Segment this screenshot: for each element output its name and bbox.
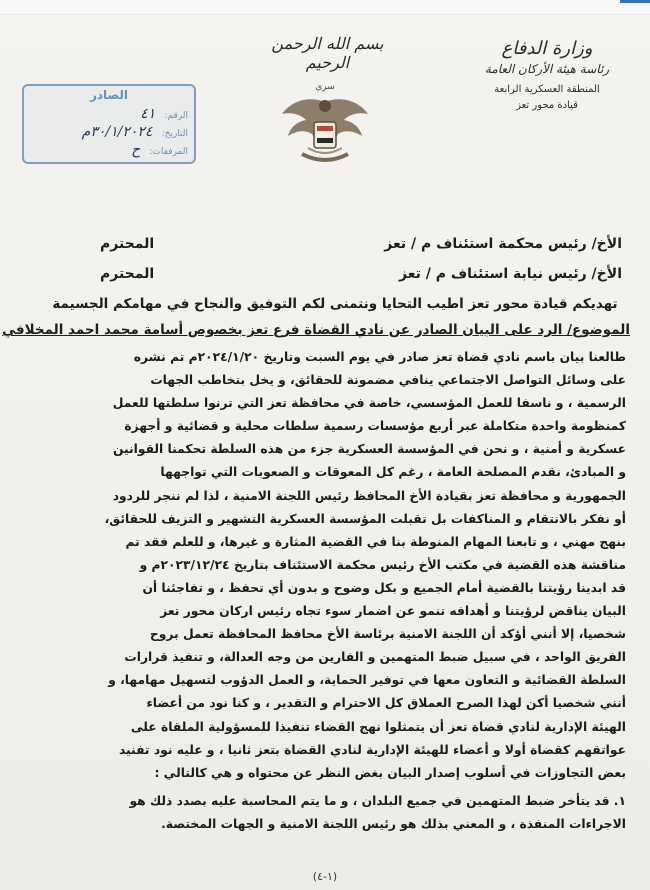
- numbered-point-line: الاجراءات المنفذة ، و المعني بذلك هو رئيس اللجنة الامنية و الجهات المختصة.: [161, 817, 626, 831]
- stamp-title: الصادر: [89, 88, 128, 102]
- body-line: شخصيا، إلا أنني أؤكد أن اللجنة الامنية برئاسة الأخ محافظ المحافظة تعمل بروح: [149, 627, 626, 642]
- issuing-authority-block: [468, 38, 626, 158]
- body-line: أو نفكر بالانتقام و المناكفات بل تقبلت المؤسسة العسكرية التشهير و التزيف للحقائق،: [104, 511, 626, 526]
- body-line: مناقشة هذه القضية في مكتب الأخ رئيس محكمة الاستئناف بتاريخ ٢٠٢٣/١٢/٢٤م و: [139, 557, 626, 572]
- viewer-top-bar: [0, 0, 650, 15]
- body-line: كمنظومة واحدة متكاملة عبر أربع مؤسسات رسمية سلطات محلية و قضائية و أجهزة: [124, 419, 626, 434]
- eagle-emblem-icon: [280, 92, 370, 174]
- letter-body: [38, 346, 626, 785]
- stamp-date-row: [30, 124, 188, 140]
- ministry-name: وزارة الدفاع: [501, 38, 593, 59]
- addressee-2: الأخ/ رئيس نيابة استئناف م / تعز: [399, 266, 622, 282]
- command-name: قيادة محور تعز: [516, 100, 578, 111]
- body-line: عواتقهم كقضاة أولا و أعضاء للهيئة الإدارية لنادي القضاة بتعز ثانيا ، و عليه نود تفنيد: [118, 742, 626, 757]
- body-line: الجمهورية و محافظة تعز بقيادة الأخ المحافظ رئيس اللجنة الامنية ، لذا لم ننجر للردود: [112, 488, 626, 503]
- body-line: عسكرية و أمنية ، و نحن في المؤسسة العسكرية جزء من هذه السلطة تحكمنا القوانين: [112, 442, 626, 457]
- body-line: قد ابدينا رؤيتنا بالقضية أمام الجميع و بكل وضوح و بدون أي تحفظ ، و تفاجئنا أن: [142, 580, 626, 595]
- body-line: الهيئة الإدارية لنادي قضاة تعز أن يتمثلوا نهج القضاء تنفيذا للمسؤولية الملقاة على: [130, 719, 626, 734]
- body-line: بنهج مهني ، و تابعنا المهام المنوطة بنا في القضية المثارة و غيرها، و للعلم فقد تم: [125, 534, 626, 549]
- body-line: طالعنا بيان باسم نادي قضاة تعز صادر في يوم السبت وتاريخ ٢٠٢٤/١/٢٠م تم نشره: [133, 350, 626, 364]
- basmala-calligraphy: بسم الله الرحمن الرحيم: [271, 34, 384, 72]
- body-line: الرسمية ، و ناسفا للعمل المؤسسي، خاصة في محافظة تعز التي ترنوا سلطتها للعمل: [112, 396, 626, 411]
- numbered-point-line: ١. قد يتأخر ضبط المتهمين في جميع البلدان ، و ما يتم المحاسبة عليه بصدد ذلك هو: [129, 794, 626, 808]
- page-number: (١-٤): [312, 870, 338, 883]
- stamp-attach-row: [30, 142, 188, 158]
- staff-name: رئاسة هيئة الأركان العامة: [484, 62, 610, 76]
- body-line: السلطة القضائية و التعاون معها في توفير الحماية، و العمل الدؤوب لتسهيل مهامها، و: [108, 673, 626, 688]
- stamp-attach-label: المرفقات:: [149, 147, 188, 157]
- subject-line: الموضوع/ الرد على البيان الصادر عن نادي القضاة فرع تعز بخصوص أسامة محمد احمد المخلافي: [2, 322, 630, 338]
- outgoing-stamp: [22, 84, 196, 164]
- stamp-ref-label: الرقم:: [164, 111, 188, 121]
- body-line: البيان يناقض لرؤيتنا و أهدافه تنمو عن اضمار سوء تجاه رئيس اركان محور تعز: [160, 604, 626, 619]
- stamp-date-value: ٣٠/١/٢٠٢٤م: [81, 124, 153, 140]
- addressee-2-title: المحترم: [100, 266, 155, 282]
- stamp-ref-row: [30, 106, 188, 122]
- body-line: بعض التجاوزات في أسلوب إصدار البيان بغض النظر عن محتواه و هي كالتالي :: [154, 765, 626, 780]
- addressee-1: الأخ/ رئيس محكمة استئناف م / تعز: [384, 236, 622, 252]
- stamp-attach-value: ح: [131, 142, 141, 158]
- body-line: على وسائل التواصل الاجتماعي ينافي مضمونة للحقائق، و يخل بتخاطب الجهات: [150, 373, 626, 388]
- stamp-date-label: التاريخ:: [161, 129, 188, 139]
- stamp-ref-value: ٤١: [140, 106, 156, 122]
- body-line: أنني شخصيا أكن لهذا الصرح العملاق كل الاحترام و التقدير ، و كنا نود من أعضاء: [146, 696, 626, 711]
- greeting-line: تهديكم قيادة محور تعز اطيب التحايا ونتمنى لكم التوفيق والنجاح في مهامكم الجسيمة: [52, 296, 618, 312]
- classification-label: سري: [315, 82, 335, 92]
- body-line: و المبادئ، نقدم المصلحة العامة ، رغم كل المعوقات و الصعوبات التي تواجهها: [160, 465, 626, 480]
- region-name: المنطقة العسكرية الرابعة: [494, 84, 600, 95]
- addressee-1-title: المحترم: [100, 236, 155, 252]
- top-accent-line: [620, 0, 650, 3]
- body-line: الفريق الواحد ، في سبيل ضبط المتهمين و الفارين من وجه العدالة، و تنفيذ قرارات: [124, 650, 626, 665]
